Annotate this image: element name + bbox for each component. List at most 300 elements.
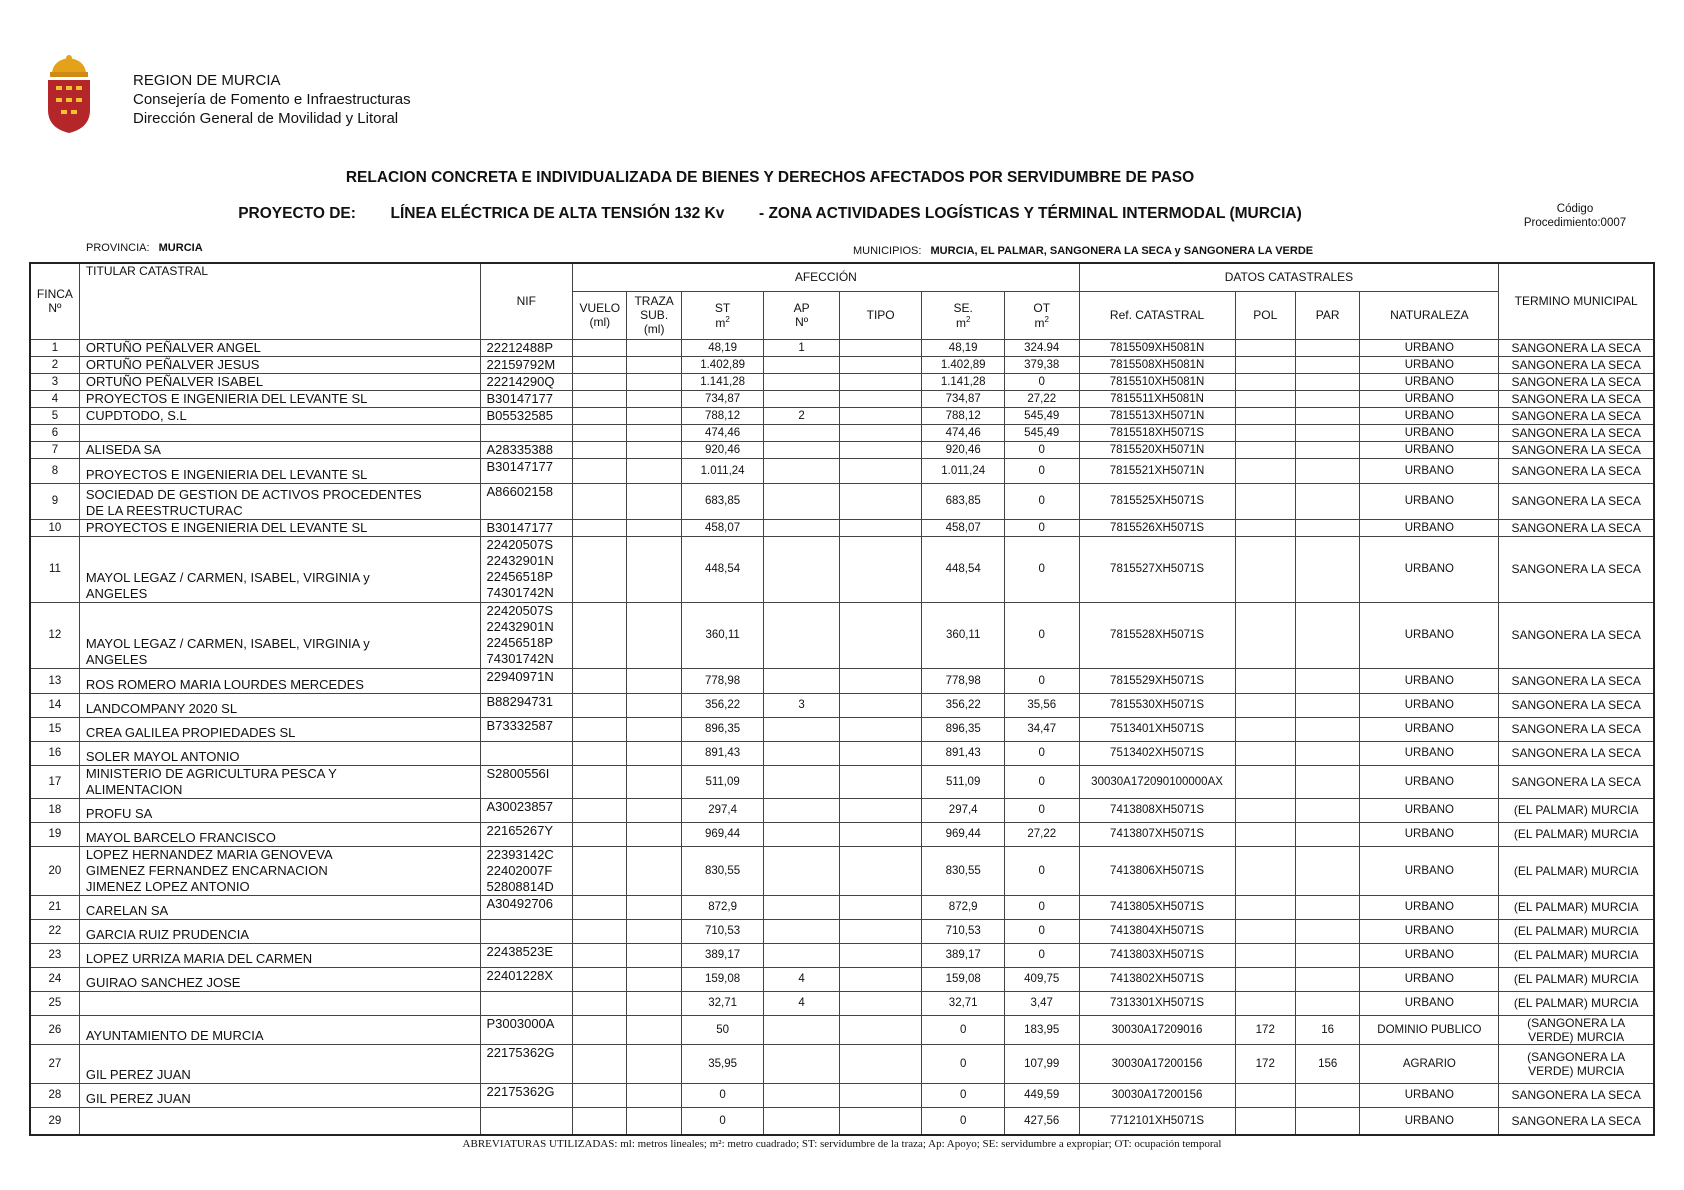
st-cell: 35,95 <box>681 1044 764 1083</box>
titular-cell: CREA GALILEA PROPIEDADES SL <box>79 717 480 741</box>
table-row <box>30 741 1654 765</box>
par-cell <box>1295 668 1359 693</box>
naturaleza-cell: URBANO <box>1360 991 1499 1015</box>
nif-cell: 22420507S 22432901N 22456518P 74301742N <box>480 602 573 668</box>
pol-cell <box>1235 668 1295 693</box>
traza-cell <box>627 967 681 991</box>
afectados-table <box>29 262 1655 1136</box>
pol-cell <box>1235 424 1295 441</box>
col-ref-catastral: Ref. CATASTRAL <box>1079 291 1235 339</box>
traza-cell <box>627 693 681 717</box>
st-cell: 0 <box>681 1107 764 1135</box>
ref-catastral-cell: 7815525XH5071S <box>1079 483 1235 519</box>
vuelo-cell <box>573 373 627 390</box>
finca-cell: 1 <box>30 339 79 356</box>
nif-cell: B30147177 <box>480 390 573 407</box>
titular-cell: MAYOL BARCELO FRANCISCO <box>79 822 480 846</box>
st-cell: 1.402,89 <box>681 356 764 373</box>
titular-cell: CARELAN SA <box>79 895 480 919</box>
nif-cell <box>480 1107 573 1135</box>
se-cell: 356,22 <box>922 693 1005 717</box>
naturaleza-cell: URBANO <box>1360 693 1499 717</box>
ot-cell: 379,38 <box>1004 356 1079 373</box>
col-st: ST $m^2$ <box>681 291 764 339</box>
ref-catastral-cell: 7413802XH5071S <box>1079 967 1235 991</box>
titular-cell: ROS ROMERO MARIA LOURDES MERCEDES <box>79 668 480 693</box>
project-title <box>0 205 1540 223</box>
col-tipo: TIPO <box>839 291 922 339</box>
col-vuelo: VUELO (ml) <box>573 291 627 339</box>
ap-cell <box>764 895 840 919</box>
table-row <box>30 668 1654 693</box>
titular-cell <box>79 424 480 441</box>
finca-cell: 9 <box>30 483 79 519</box>
traza-cell <box>627 536 681 602</box>
finca-cell: 23 <box>30 943 79 967</box>
ref-catastral-cell: 7815528XH5071S <box>1079 602 1235 668</box>
st-cell: 356,22 <box>681 693 764 717</box>
finca-cell: 22 <box>30 919 79 943</box>
st-cell: 734,87 <box>681 390 764 407</box>
traza-cell <box>627 1107 681 1135</box>
pol-cell <box>1235 765 1295 798</box>
col-se: SE. $m^2$ <box>922 291 1005 339</box>
naturaleza-cell: URBANO <box>1360 846 1499 895</box>
traza-cell <box>627 458 681 483</box>
traza-cell <box>627 1083 681 1107</box>
nif-cell: B30147177 <box>480 458 573 483</box>
ap-cell <box>764 741 840 765</box>
municipios <box>853 245 1313 257</box>
pol-cell <box>1235 846 1295 895</box>
col-ot: OT $m^2$ <box>1004 291 1079 339</box>
par-cell <box>1295 991 1359 1015</box>
naturaleza-cell: URBANO <box>1360 1083 1499 1107</box>
provincia-label: PROVINCIA: <box>86 242 150 254</box>
pol-cell <box>1235 943 1295 967</box>
nif-cell: A28335388 <box>480 441 573 458</box>
ot-cell: 427,56 <box>1004 1107 1079 1135</box>
st-cell: 511,09 <box>681 765 764 798</box>
vuelo-cell <box>573 717 627 741</box>
st-cell: 1.141,28 <box>681 373 764 390</box>
par-cell <box>1295 339 1359 356</box>
ot-cell: 0 <box>1004 483 1079 519</box>
tipo-cell <box>839 668 922 693</box>
finca-cell: 17 <box>30 765 79 798</box>
ref-catastral-cell: 7815510XH5081N <box>1079 373 1235 390</box>
vuelo-cell <box>573 339 627 356</box>
vuelo-cell <box>573 668 627 693</box>
tipo-cell <box>839 602 922 668</box>
ap-cell: 2 <box>764 407 840 424</box>
titular-cell: LANDCOMPANY 2020 SL <box>79 693 480 717</box>
par-cell <box>1295 458 1359 483</box>
par-cell <box>1295 519 1359 536</box>
naturaleza-cell: URBANO <box>1360 390 1499 407</box>
abbreviations-footer: ABREVIATURAS UTILIZADAS: ml: metros lineales; m²: metro cuadrado; ST: servidumbre de la traza; Ap: Apoyo; SE: servidumbre a expropiar; OT: ocupación temporal <box>462 1138 1222 1150</box>
col-traza: TRAZA SUB. (ml) <box>627 291 681 339</box>
tipo-cell <box>839 1083 922 1107</box>
par-cell <box>1295 441 1359 458</box>
ap-cell <box>764 602 840 668</box>
nif-cell: S2800556I <box>480 765 573 798</box>
ref-catastral-cell: 7815520XH5071N <box>1079 441 1235 458</box>
ref-catastral-cell: 30030A17200156 <box>1079 1044 1235 1083</box>
vuelo-cell <box>573 356 627 373</box>
naturaleza-cell: DOMINIO PUBLICO <box>1360 1015 1499 1044</box>
termino-cell: (EL PALMAR) MURCIA <box>1499 991 1654 1015</box>
par-cell <box>1295 424 1359 441</box>
ap-cell <box>764 390 840 407</box>
col-termino: TERMINO MUNICIPAL <box>1499 263 1654 339</box>
nif-cell: A30492706 <box>480 895 573 919</box>
vuelo-cell <box>573 483 627 519</box>
table-row <box>30 407 1654 424</box>
table-row <box>30 765 1654 798</box>
ref-catastral-cell: 7815521XH5071N <box>1079 458 1235 483</box>
ot-cell: 0 <box>1004 846 1079 895</box>
pol-cell <box>1235 1107 1295 1135</box>
termino-cell: SANGONERA LA SECA <box>1499 339 1654 356</box>
par-cell <box>1295 1083 1359 1107</box>
pol-cell <box>1235 483 1295 519</box>
par-cell <box>1295 717 1359 741</box>
tipo-cell <box>839 390 922 407</box>
pol-cell <box>1235 741 1295 765</box>
se-cell: 891,43 <box>922 741 1005 765</box>
se-cell: 458,07 <box>922 519 1005 536</box>
termino-cell: (EL PALMAR) MURCIA <box>1499 798 1654 822</box>
titular-cell: SOLER MAYOL ANTONIO <box>79 741 480 765</box>
termino-cell: (EL PALMAR) MURCIA <box>1499 943 1654 967</box>
col-datos-catastrales: DATOS CATASTRALES <box>1079 263 1499 291</box>
ot-cell: 449,59 <box>1004 1083 1079 1107</box>
finca-cell: 25 <box>30 991 79 1015</box>
se-cell: 0 <box>922 1044 1005 1083</box>
nif-cell: B88294731 <box>480 693 573 717</box>
vuelo-cell <box>573 895 627 919</box>
table-row <box>30 822 1654 846</box>
termino-cell: SANGONERA LA SECA <box>1499 407 1654 424</box>
finca-cell: 6 <box>30 424 79 441</box>
table-body <box>30 339 1654 1135</box>
par-cell <box>1295 798 1359 822</box>
nif-cell: P3003000A <box>480 1015 573 1044</box>
table-row <box>30 356 1654 373</box>
pol-cell <box>1235 458 1295 483</box>
par-cell <box>1295 967 1359 991</box>
traza-cell <box>627 483 681 519</box>
naturaleza-cell: URBANO <box>1360 356 1499 373</box>
nif-cell <box>480 741 573 765</box>
table-row <box>30 693 1654 717</box>
table-row <box>30 943 1654 967</box>
termino-cell: SANGONERA LA SECA <box>1499 602 1654 668</box>
ot-cell: 0 <box>1004 798 1079 822</box>
document-title: RELACION CONCRETA E INDIVIDUALIZADA DE BIENES Y DERECHOS AFECTADOS POR SERVIDUMBRE DE PASO <box>345 169 1195 186</box>
ot-cell: 545,49 <box>1004 407 1079 424</box>
tipo-cell <box>839 717 922 741</box>
titular-cell: MAYOL LEGAZ / CARMEN, ISABEL, VIRGINIA y ANGELES <box>79 602 480 668</box>
par-cell <box>1295 602 1359 668</box>
se-cell: 896,35 <box>922 717 1005 741</box>
ap-cell <box>764 1083 840 1107</box>
naturaleza-cell: URBANO <box>1360 483 1499 519</box>
table-row <box>30 424 1654 441</box>
ot-cell: 0 <box>1004 602 1079 668</box>
project-label: PROYECTO DE: <box>238 205 356 222</box>
vuelo-cell <box>573 519 627 536</box>
ref-catastral-cell: 7413805XH5071S <box>1079 895 1235 919</box>
nif-cell: 22214290Q <box>480 373 573 390</box>
par-cell <box>1295 693 1359 717</box>
ref-catastral-cell: 7413803XH5071S <box>1079 943 1235 967</box>
ot-cell: 35,56 <box>1004 693 1079 717</box>
naturaleza-cell: URBANO <box>1360 943 1499 967</box>
traza-cell <box>627 602 681 668</box>
codigo-label: Código <box>1556 203 1594 215</box>
par-cell <box>1295 765 1359 798</box>
finca-cell: 19 <box>30 822 79 846</box>
pol-cell <box>1235 356 1295 373</box>
vuelo-cell <box>573 693 627 717</box>
traza-cell <box>627 991 681 1015</box>
vuelo-cell <box>573 441 627 458</box>
vuelo-cell <box>573 1044 627 1083</box>
ot-label: OT <box>1033 300 1051 315</box>
col-titular: TITULAR CATASTRAL <box>79 263 480 339</box>
finca-cell: 29 <box>30 1107 79 1135</box>
ot-cell: 0 <box>1004 943 1079 967</box>
par-cell <box>1295 846 1359 895</box>
se-cell: 872,9 <box>922 895 1005 919</box>
nif-cell: 22175362G <box>480 1044 573 1083</box>
tipo-cell <box>839 519 922 536</box>
par-cell <box>1295 895 1359 919</box>
finca-cell: 20 <box>30 846 79 895</box>
se-cell: 710,53 <box>922 919 1005 943</box>
finca-cell: 13 <box>30 668 79 693</box>
nif-cell: B73332587 <box>480 717 573 741</box>
ap-cell: 3 <box>764 693 840 717</box>
traza-cell <box>627 1015 681 1044</box>
ref-catastral-cell: 7815526XH5071S <box>1079 519 1235 536</box>
st-cell: 891,43 <box>681 741 764 765</box>
naturaleza-cell: AGRARIO <box>1360 1044 1499 1083</box>
tipo-cell <box>839 458 922 483</box>
pol-cell <box>1235 967 1295 991</box>
st-cell: 474,46 <box>681 424 764 441</box>
tipo-cell <box>839 919 922 943</box>
finca-cell: 7 <box>30 441 79 458</box>
se-label: SE. <box>953 300 973 315</box>
naturaleza-cell: URBANO <box>1360 1107 1499 1135</box>
table-row <box>30 1015 1654 1044</box>
traza-cell <box>627 765 681 798</box>
termino-cell: SANGONERA LA SECA <box>1499 1107 1654 1135</box>
se-cell: 511,09 <box>922 765 1005 798</box>
finca-cell: 26 <box>30 1015 79 1044</box>
finca-cell: 3 <box>30 373 79 390</box>
traza-cell <box>627 717 681 741</box>
termino-cell: (EL PALMAR) MURCIA <box>1499 822 1654 846</box>
tipo-cell <box>839 1044 922 1083</box>
finca-cell: 10 <box>30 519 79 536</box>
st-label: ST <box>714 300 731 315</box>
ap-cell <box>764 943 840 967</box>
pol-cell <box>1235 536 1295 602</box>
nif-cell: A86602158 <box>480 483 573 519</box>
ap-cell <box>764 458 840 483</box>
org-line: Consejería de Fomento e Infraestructuras <box>133 91 411 108</box>
traza-cell <box>627 895 681 919</box>
se-cell: 297,4 <box>922 798 1005 822</box>
naturaleza-cell: URBANO <box>1360 822 1499 846</box>
vuelo-cell <box>573 943 627 967</box>
traza-cell <box>627 373 681 390</box>
table-row <box>30 373 1654 390</box>
pol-cell: 172 <box>1235 1015 1295 1044</box>
finca-cell: 14 <box>30 693 79 717</box>
naturaleza-cell: URBANO <box>1360 424 1499 441</box>
ref-catastral-cell: 7513402XH5071S <box>1079 741 1235 765</box>
ap-cell <box>764 919 840 943</box>
nif-cell: 22940971N <box>480 668 573 693</box>
termino-cell: (EL PALMAR) MURCIA <box>1499 846 1654 895</box>
se-cell: 969,44 <box>922 822 1005 846</box>
titular-cell: ORTUÑO PEÑALVER ISABEL <box>79 373 480 390</box>
table-row <box>30 919 1654 943</box>
tipo-cell <box>839 407 922 424</box>
st-cell: 458,07 <box>681 519 764 536</box>
municipios-value: MURCIA, EL PALMAR, SANGONERA LA SECA y SANGONERA LA VERDE <box>930 245 1314 257</box>
naturaleza-cell: URBANO <box>1360 798 1499 822</box>
naturaleza-cell: URBANO <box>1360 373 1499 390</box>
ot-cell: 0 <box>1004 519 1079 536</box>
ap-cell <box>764 483 840 519</box>
codigo-value: Procedimiento:0007 <box>1523 217 1627 229</box>
municipios-label: MUNICIPIOS: <box>853 245 922 257</box>
vuelo-cell <box>573 991 627 1015</box>
vuelo-cell <box>573 822 627 846</box>
table-row <box>30 483 1654 519</box>
ap-cell <box>764 798 840 822</box>
termino-cell: SANGONERA LA SECA <box>1499 765 1654 798</box>
naturaleza-cell: URBANO <box>1360 967 1499 991</box>
st-cell: 830,55 <box>681 846 764 895</box>
finca-cell: 8 <box>30 458 79 483</box>
vuelo-cell <box>573 967 627 991</box>
nif-cell: 22438523E <box>480 943 573 967</box>
vuelo-cell <box>573 424 627 441</box>
vuelo-cell <box>573 1107 627 1135</box>
nif-cell: 22212488P <box>480 339 573 356</box>
se-cell: 159,08 <box>922 967 1005 991</box>
ref-catastral-cell: 7313301XH5071S <box>1079 991 1235 1015</box>
termino-cell: SANGONERA LA SECA <box>1499 458 1654 483</box>
nif-cell: B30147177 <box>480 519 573 536</box>
vuelo-cell <box>573 1083 627 1107</box>
ap-cell <box>764 441 840 458</box>
st-cell: 1.011,24 <box>681 458 764 483</box>
par-cell <box>1295 373 1359 390</box>
ot-cell: 0 <box>1004 441 1079 458</box>
titular-cell <box>79 991 480 1015</box>
tipo-cell <box>839 822 922 846</box>
traza-cell <box>627 441 681 458</box>
finca-cell: 5 <box>30 407 79 424</box>
ref-catastral-cell: 7815529XH5071S <box>1079 668 1235 693</box>
ot-cell: 27,22 <box>1004 822 1079 846</box>
traza-cell <box>627 407 681 424</box>
titular-cell: SOCIEDAD DE GESTION DE ACTIVOS PROCEDENTES DE LA REESTRUCTURAC <box>79 483 480 519</box>
pol-cell <box>1235 390 1295 407</box>
traza-cell <box>627 668 681 693</box>
table-row <box>30 1083 1654 1107</box>
ap-cell: 4 <box>764 991 840 1015</box>
ref-catastral-cell: 7413808XH5071S <box>1079 798 1235 822</box>
ot-cell: 0 <box>1004 668 1079 693</box>
pol-cell <box>1235 519 1295 536</box>
table-row <box>30 602 1654 668</box>
traza-cell <box>627 798 681 822</box>
provincia <box>86 242 203 254</box>
traza-cell <box>627 339 681 356</box>
col-naturaleza: NATURALEZA <box>1360 291 1499 339</box>
par-cell: 156 <box>1295 1044 1359 1083</box>
par-cell <box>1295 822 1359 846</box>
col-par: PAR <box>1295 291 1359 339</box>
pol-cell <box>1235 895 1295 919</box>
st-cell: 360,11 <box>681 602 764 668</box>
pol-cell <box>1235 798 1295 822</box>
naturaleza-cell: URBANO <box>1360 717 1499 741</box>
traza-cell <box>627 519 681 536</box>
finca-cell: 21 <box>30 895 79 919</box>
titular-cell: PROYECTOS E INGENIERIA DEL LEVANTE SL <box>79 458 480 483</box>
table-row <box>30 536 1654 602</box>
vuelo-cell <box>573 390 627 407</box>
ap-cell <box>764 765 840 798</box>
naturaleza-cell: URBANO <box>1360 919 1499 943</box>
naturaleza-cell: URBANO <box>1360 441 1499 458</box>
table-row <box>30 441 1654 458</box>
se-cell: 0 <box>922 1107 1005 1135</box>
se-cell: 448,54 <box>922 536 1005 602</box>
st-cell: 896,35 <box>681 717 764 741</box>
tipo-cell <box>839 967 922 991</box>
vuelo-cell <box>573 458 627 483</box>
pol-cell <box>1235 991 1295 1015</box>
pol-cell <box>1235 339 1295 356</box>
tipo-cell <box>839 483 922 519</box>
termino-cell: SANGONERA LA SECA <box>1499 668 1654 693</box>
ot-cell: 27,22 <box>1004 390 1079 407</box>
tipo-cell <box>839 943 922 967</box>
termino-cell: SANGONERA LA SECA <box>1499 693 1654 717</box>
termino-cell: SANGONERA LA SECA <box>1499 356 1654 373</box>
finca-cell: 27 <box>30 1044 79 1083</box>
par-cell: 16 <box>1295 1015 1359 1044</box>
termino-cell: SANGONERA LA SECA <box>1499 536 1654 602</box>
traza-cell <box>627 741 681 765</box>
st-cell: 297,4 <box>681 798 764 822</box>
ap-cell <box>764 424 840 441</box>
par-cell <box>1295 536 1359 602</box>
pol-cell <box>1235 373 1295 390</box>
traza-cell <box>627 822 681 846</box>
